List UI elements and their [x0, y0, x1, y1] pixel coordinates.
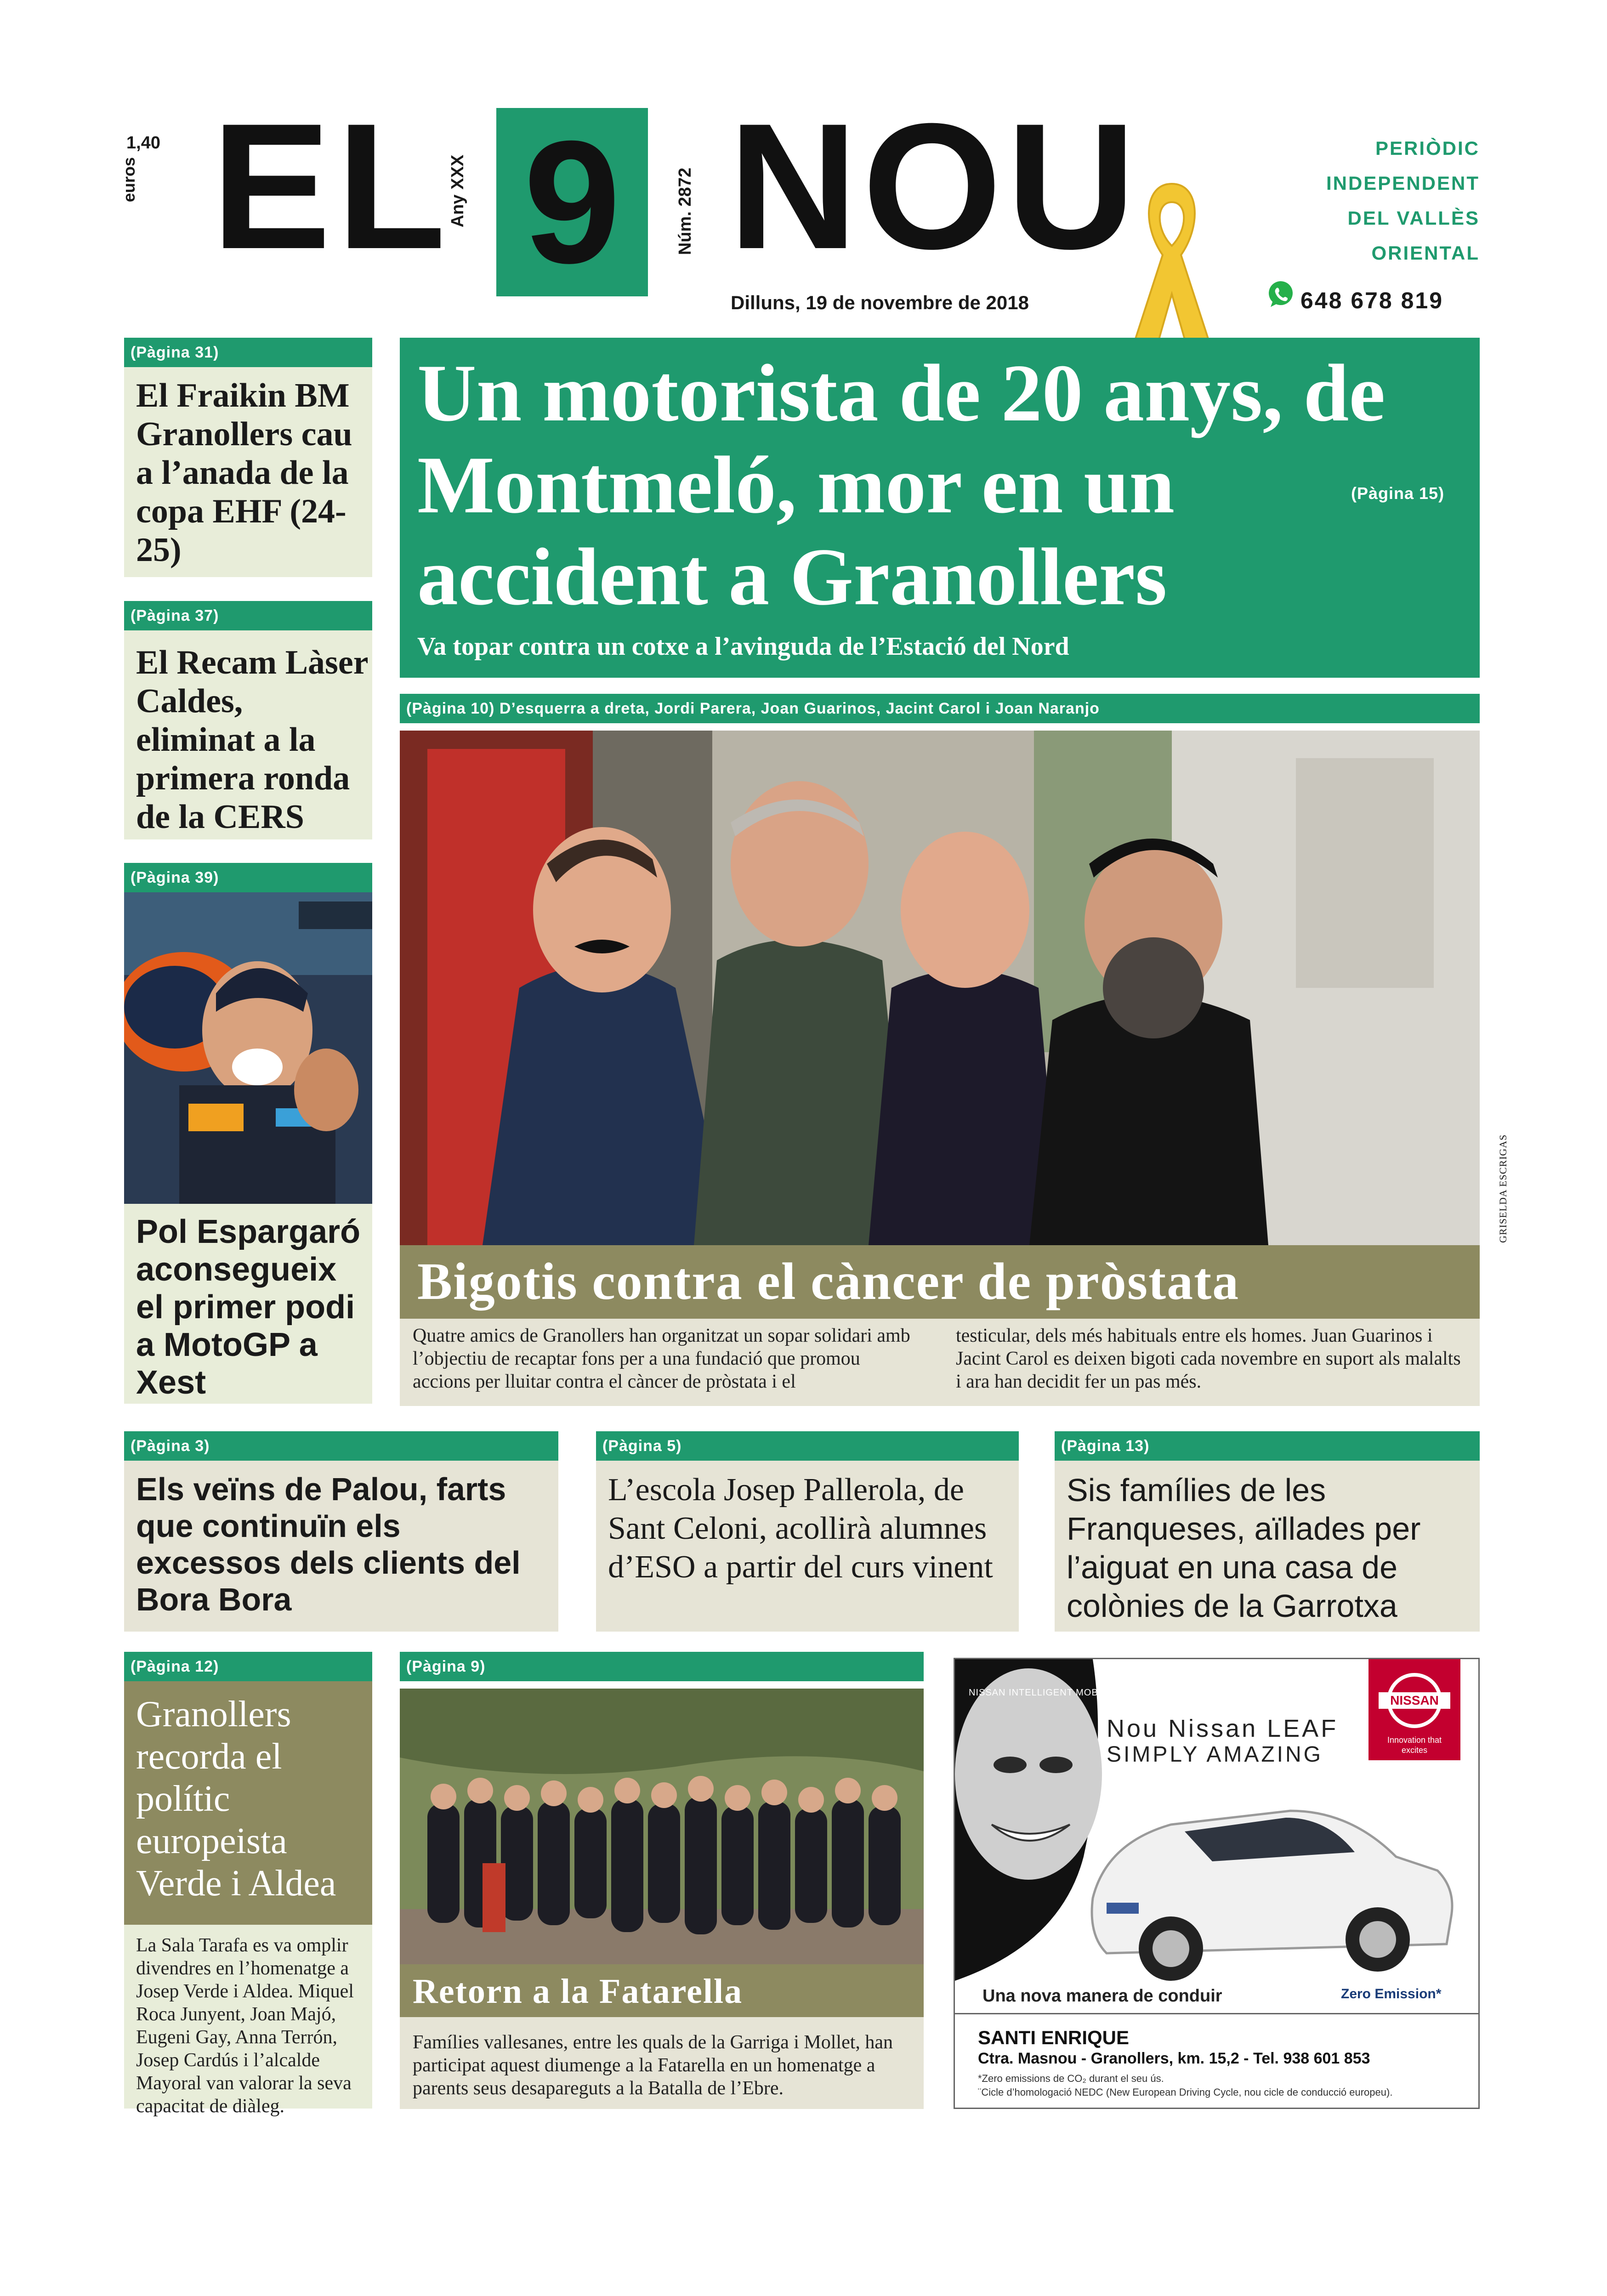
brief-headline[interactable]: Pol Espargaró aconsegueix el primer podi a MotoGP a Xest [136, 1213, 361, 1401]
feature-body-left: Quatre amics de Granollers han organitzat un sopar solidari amb l’objectiu de recaptar fons per a una fundació que promou accions per lluitar contra el càncer de pròstata i el [413, 1325, 910, 1392]
verde-headline[interactable]: Granollers recorda el polític europeista Verde i Aldea [136, 1694, 336, 1904]
brief-page-tag: (Pàgina 12) [124, 1652, 372, 1681]
brief-espargaro[interactable] [124, 1204, 372, 1404]
whatsapp-icon [1266, 279, 1295, 309]
brief-page-tag: (Pàgina 3) [124, 1431, 558, 1461]
tagline-line: DEL VALLÈS [1347, 207, 1480, 229]
brief-franqueses[interactable] [1055, 1461, 1480, 1632]
masthead-title-right: NOU [728, 86, 1141, 286]
brief-page-tag: (Pàgina 31) [124, 338, 372, 367]
ad-divider [955, 2013, 1478, 2014]
espargaro-photo [124, 892, 372, 1204]
phone-number[interactable]: 648 678 819 [1300, 288, 1444, 313]
nissan-tagline: Innovation that excites [1387, 1735, 1442, 1755]
nissan-ad[interactable] [954, 1658, 1480, 2109]
brief-fraikin[interactable] [124, 367, 372, 577]
yellow-ribbon-icon [1126, 175, 1218, 349]
nissan-logo-box [1369, 1659, 1460, 1760]
feature-illustration [400, 731, 1480, 1245]
feature-caption: (Pàgina 10) D’esquerra a dreta, Jordi Parera, Joan Guarinos, Jacint Carol i Joan Naranjo [400, 694, 1480, 723]
espargaro-illustration [124, 892, 372, 1204]
feature-headline[interactable]: Bigotis contra el càncer de pròstata [417, 1252, 1240, 1310]
tagline-line: PERIÒDIC [1375, 137, 1480, 159]
feature-photo [400, 731, 1480, 1245]
lead-headline[interactable]: Un motorista de 20 anys, de Montmeló, mor en un accident a Granollers [417, 347, 1386, 622]
photo-credit: GRISELDA ESCRIGAS [1497, 1134, 1509, 1243]
ad-zero-emission: Zero Emission* [1341, 1986, 1442, 2001]
fatarella-headline-bar[interactable] [400, 1964, 924, 2017]
brief-headline[interactable]: El Recam Làser Caldes, eliminat a la primera ronda de la CERS [136, 644, 368, 836]
brief-headline[interactable]: El Fraikin BM Granollers cau a l’anada de la copa EHF (24-25) [136, 377, 352, 569]
fatarella-illustration [400, 1689, 924, 1964]
fatarella-headline[interactable]: Retorn a la Fatarella [413, 1972, 743, 2011]
ad-note-2: ¨Cicle d’homologació NEDC (New European Driving Cycle, nou cicle de conducció europeu). [978, 2086, 1393, 2098]
brief-page-tag: (Pàgina 37) [124, 601, 372, 630]
brief-page-tag: (Pàgina 9) [400, 1652, 924, 1681]
brief-page-tag: (Pàgina 5) [596, 1431, 1019, 1461]
ad-address: Ctra. Masnou - Granollers, km. 15,2 - Tel. 938 601 853 [978, 2050, 1370, 2067]
brief-headline[interactable]: Els veïns de Palou, farts que continuïn els excessos dels clients del Bora Bora [136, 1471, 521, 1617]
year-label: Any XXX [448, 154, 467, 227]
tagline [1241, 131, 1480, 271]
brief-pallerola[interactable] [596, 1461, 1019, 1632]
brief-headline[interactable]: Sis famílies de les Franqueses, aïllades per l’aiguat en una casa de colònies de la Garrotxa [1067, 1472, 1421, 1624]
feature-body-right: testicular, dels més habituals entre els homes. Juan Guarinos i Jacint Carol es deixen bigoti cada novembre en suport als malalts i ara han decidit fer un pas més. [956, 1325, 1461, 1392]
ad-title-1: Nou Nissan LEAF [1107, 1715, 1339, 1742]
currency-label: euros [119, 157, 138, 202]
ad-dealer: SANTI ENRIQUE [978, 2027, 1130, 2048]
masthead [0, 0, 1607, 322]
verde-body [124, 1925, 372, 2117]
logo-nine-box [496, 104, 648, 300]
tagline-line: INDEPENDENT [1326, 172, 1480, 194]
lead-story[interactable] [400, 338, 1480, 678]
ad-note-1: *Zero emissions de CO₂ durant el seu ús. [978, 2073, 1164, 2084]
verde-headline-box[interactable] [124, 1681, 372, 1925]
brief-page-tag: (Pàgina 39) [124, 863, 372, 892]
brief-recam[interactable] [124, 630, 372, 839]
fatarella-body-text: Famílies vallesanes, entre les quals de la Garriga i Mollet, han participat aquest diumenge a la Fatarella en un homenatge a parents seus desapareguts a la Batalla de l’Ebre. [413, 2032, 893, 2099]
ad-top-label: NISSAN INTELLIGENT MOBILITY [969, 1688, 1123, 1698]
fatarella-photo [400, 1689, 924, 1964]
price: 1,40 [126, 133, 160, 153]
fatarella-body [400, 2017, 924, 2109]
logo-nine: 9 [523, 104, 621, 300]
nissan-brand: NISSAN [1379, 1692, 1450, 1709]
issue-date: Dilluns, 19 de novembre de 2018 [731, 292, 1029, 313]
brief-palou[interactable] [124, 1461, 558, 1632]
verde-body-text: La Sala Tarafa es va omplir divendres en l’homenatge a Josep Verde i Aldea. Miquel Roca Junyent, Joan Majó, Eugeni Gay, Anna Terrón, Josep Cardús i l’alcalde Mayoral van valorar la seva capacitat de diàleg. [136, 1935, 354, 2117]
feature-headline-bar[interactable] [400, 1245, 1480, 1319]
feature-body [400, 1319, 1480, 1406]
brief-page-tag: (Pàgina 13) [1055, 1431, 1480, 1461]
lead-page-ref: (Pàgina 15) [1351, 484, 1445, 503]
masthead-title-left: EL [211, 86, 452, 286]
tagline-line: ORIENTAL [1371, 242, 1480, 264]
ad-title-2: SIMPLY AMAZING [1107, 1742, 1323, 1767]
brief-headline: L’escola Josep Pallerola, de Sant Celoni, acollirà alumnes d’ESO a partir del curs vinent [608, 1472, 993, 1585]
ad-slogan: Una nova manera de conduir [982, 1986, 1222, 2006]
lead-subhead: Va topar contra un cotxe a l’avinguda de l’Estació del Nord [417, 632, 1069, 661]
issue-label: Núm. 2872 [676, 167, 695, 255]
